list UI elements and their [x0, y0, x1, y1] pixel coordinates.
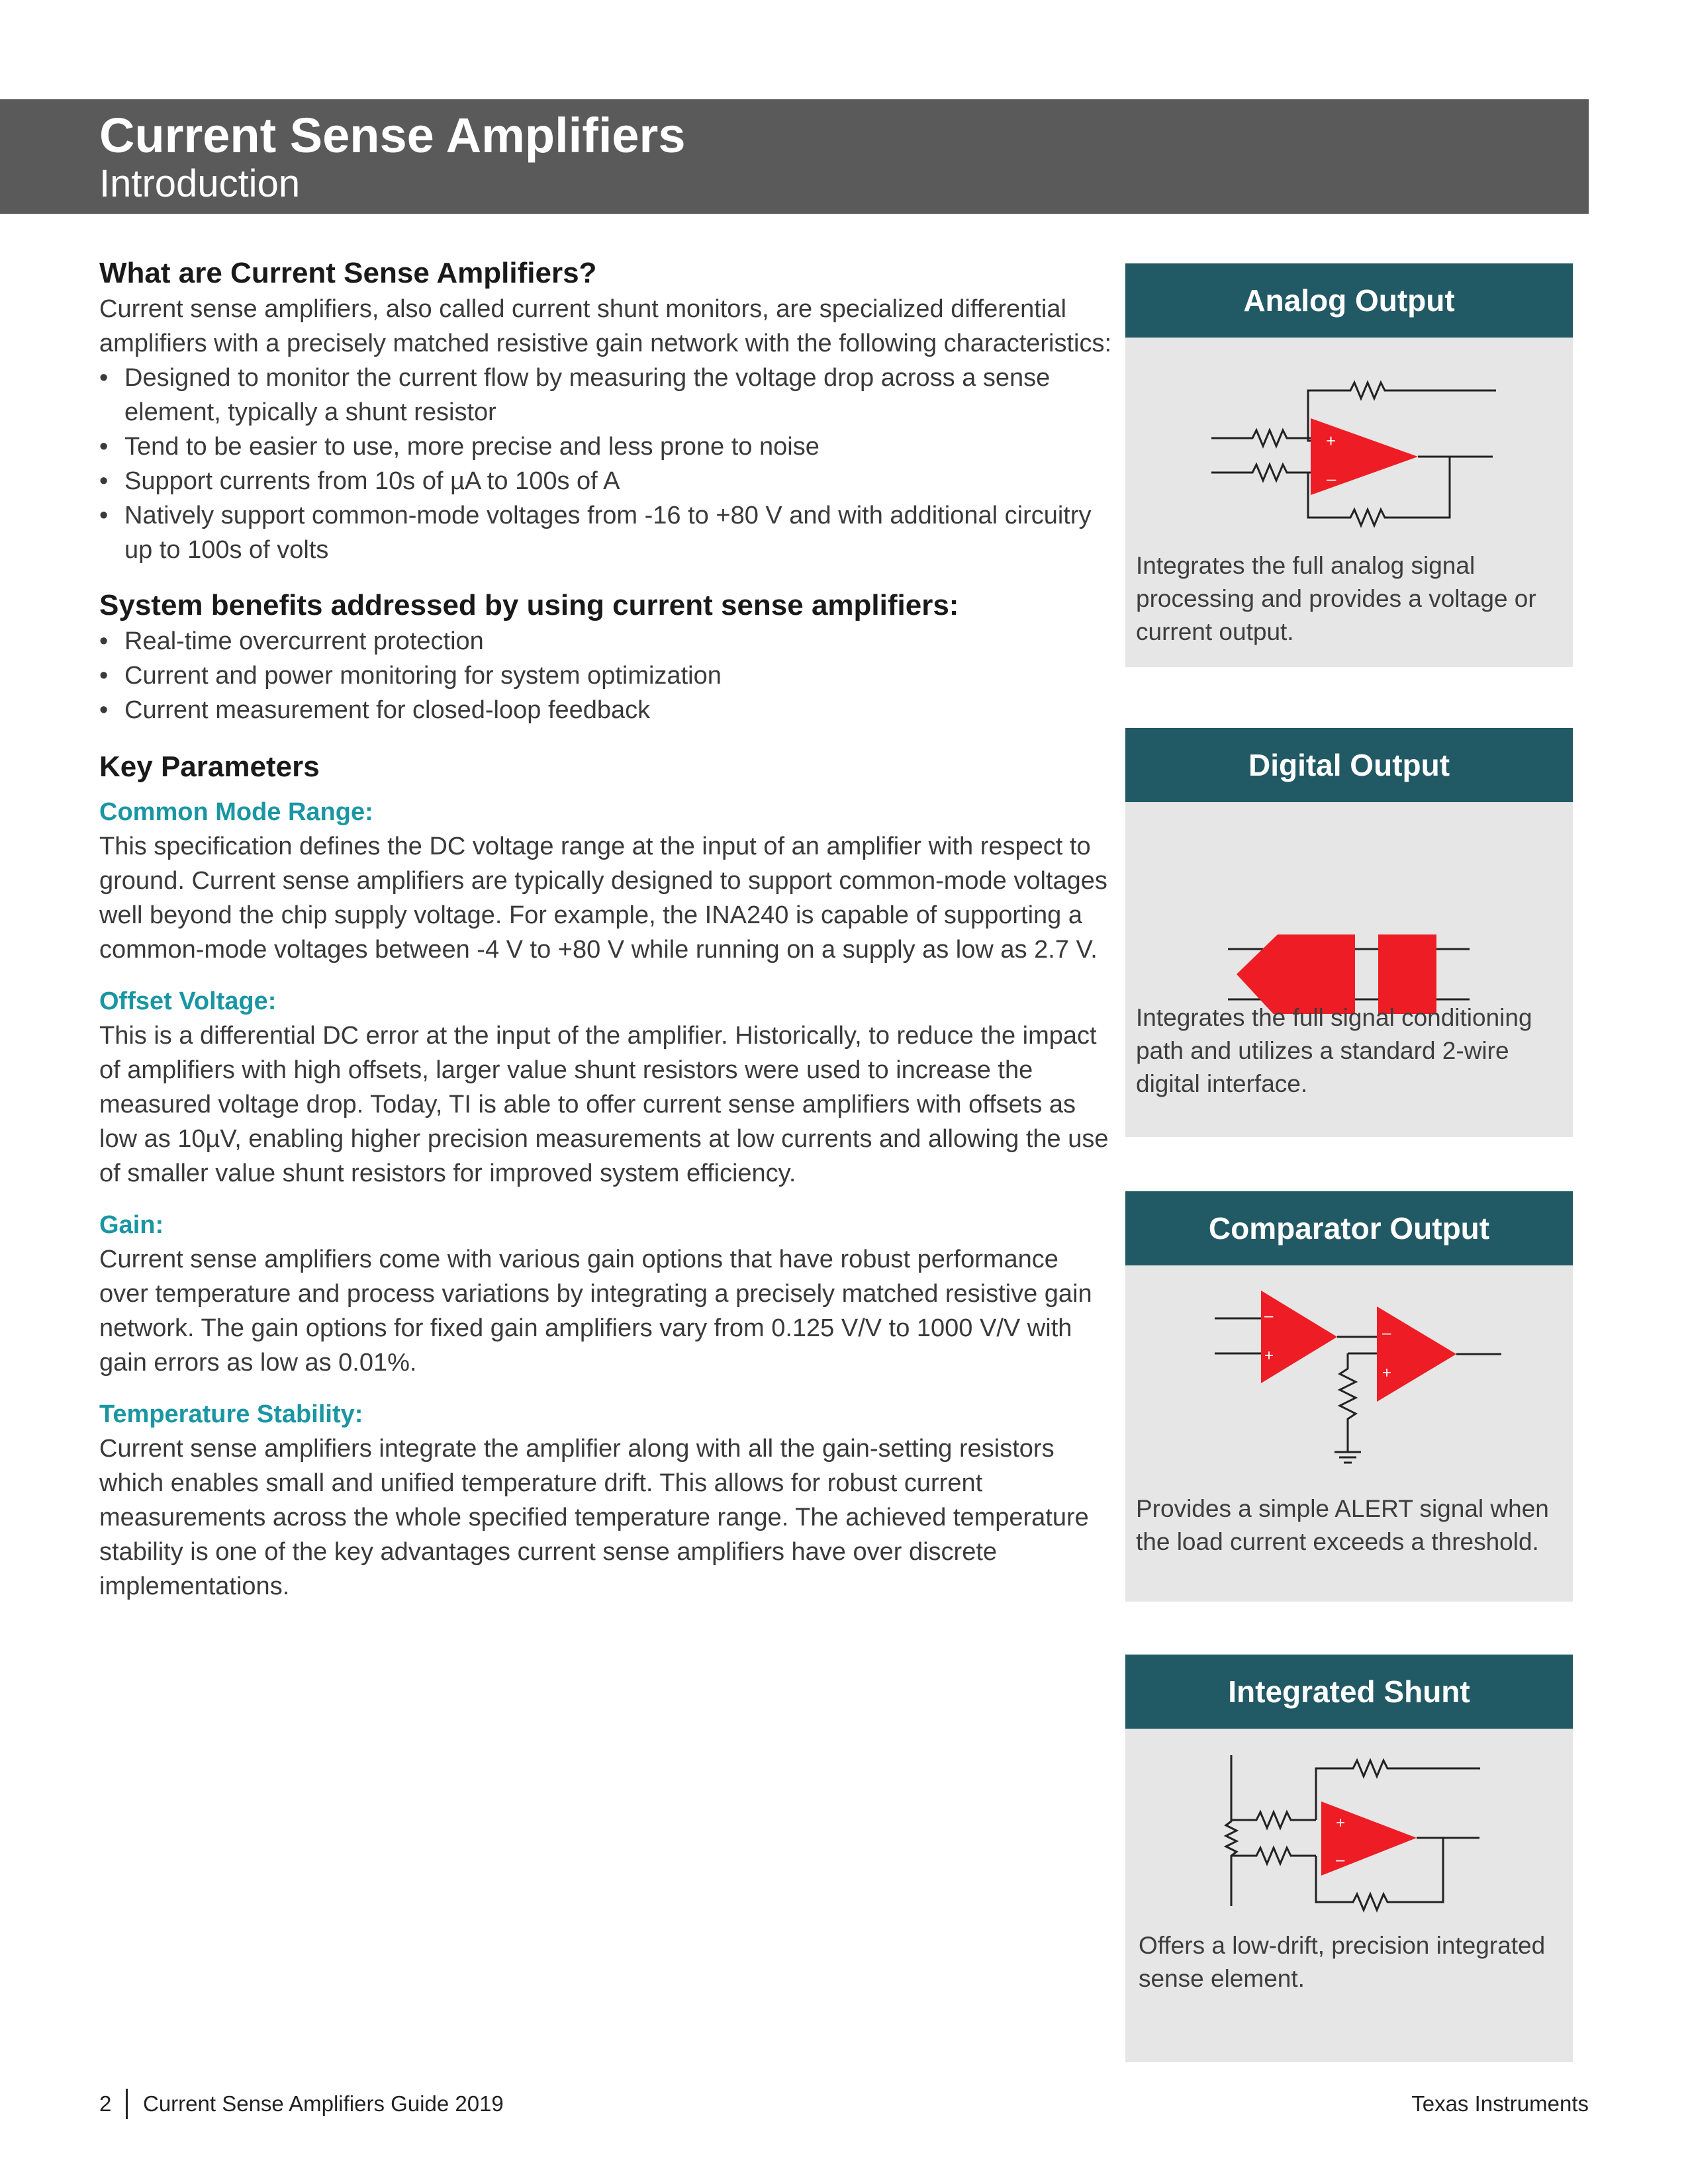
list-item: • Current and power monitoring for system optimization — [99, 659, 1112, 693]
main-content — [99, 255, 1112, 1604]
list-item: • Tend to be easier to use, more precise and less prone to noise — [99, 430, 1112, 464]
intro-list — [99, 361, 1112, 567]
intro-text: Current sense amplifiers, also called current shunt monitors, are specialized differential amplifiers with a precisely matched resistive gain network with the following characteristics: — [99, 295, 1112, 357]
list-item: • Real-time overcurrent protection — [99, 624, 1112, 659]
card-title: Analog Output — [1125, 263, 1573, 338]
benefits-list — [99, 624, 1112, 727]
guide-title: Current Sense Amplifiers Guide 2019 — [143, 2091, 504, 2116]
card-description: Integrates the full analog signal processing and provides a voltage or current output. — [1136, 552, 1536, 645]
integrated-shunt-circuit-icon — [1125, 1729, 1573, 1927]
list-item: • Designed to monitor the current flow by measuring the voltage drop across a sense element, typically a shunt resistor — [99, 361, 1112, 430]
param-text-gain: Current sense amplifiers come with various gain options that have robust performance over temperature and process variations by integrating a precisely matched resistive gain network. The gain options for fixed gain amplifiers vary from 0.125 V/V to 1000 V/V with gain errors as low as 0.01%. — [99, 1246, 1092, 1377]
comparator-output-circuit-icon — [1125, 1265, 1573, 1477]
svg-text:–: – — [1336, 1851, 1345, 1869]
comparator-output-card — [1125, 1191, 1573, 1602]
analog-output-circuit-icon — [1125, 338, 1573, 536]
svg-text:–: – — [1264, 1307, 1274, 1325]
card-title: Digital Output — [1125, 728, 1573, 802]
svg-text:+: + — [1382, 1364, 1392, 1382]
intro-heading: What are Current Sense Amplifiers? — [99, 257, 597, 289]
svg-text:+: + — [1336, 1814, 1346, 1832]
svg-text:+: + — [1264, 1347, 1274, 1365]
list-item: • Current measurement for closed-loop feedback — [99, 693, 1112, 727]
digital-output-card — [1125, 728, 1573, 1137]
benefits-heading: System benefits addressed by using current sense amplifiers: — [99, 589, 959, 621]
page-footer — [99, 2091, 1589, 2124]
company-name: Texas Instruments — [1411, 2091, 1589, 2116]
svg-text:+: + — [1326, 431, 1336, 451]
page-subtitle: Introduction — [99, 162, 301, 205]
param-title-offset: Offset Voltage: — [99, 987, 277, 1015]
param-text-common-mode: This specification defines the DC voltage range at the input of an amplifier with respect to ground. Current sense amplifiers are typically designed to support common-mode voltages well beyond the chip supply voltage. For example, the INA240 is capable of supporting a common-mode voltages between -4 V to +80 V while running on a supply as low as 2.7 V. — [99, 833, 1107, 964]
analog-output-card — [1125, 263, 1573, 667]
param-text-offset: This is a differential DC error at the input of the amplifier. Historically, to reduce the impact of amplifiers with high offsets, larger value shunt resistors were used to increase the measured voltage drop. Today, TI is able to offer current sense amplifiers with offsets as low as 10µV, enabling higher precision measurements at low currents and allowing the use of smaller value shunt resistors for improved system efficiency. — [99, 1022, 1109, 1187]
footer-divider — [126, 2089, 128, 2119]
card-description: Integrates the full signal conditioning path and utilizes a standard 2-wire digital interface. — [1136, 1004, 1532, 1097]
page-title: Current Sense Amplifiers — [99, 108, 686, 163]
param-title-temperature: Temperature Stability: — [99, 1400, 363, 1428]
digital-output-circuit-icon — [1125, 802, 1573, 1014]
page-header — [0, 99, 1589, 214]
list-item: • Natively support common-mode voltages from -16 to +80 V and with additional circuitry up to 100s of volts — [99, 498, 1112, 567]
svg-text:–: – — [1382, 1324, 1391, 1342]
param-title-common-mode: Common Mode Range: — [99, 798, 373, 826]
card-description: Provides a simple ALERT signal when the load current exceeds a threshold. — [1136, 1495, 1549, 1555]
param-text-temperature: Current sense amplifiers integrate the amplifier along with all the gain-setting resistors which enables small and unified temperature drift. This allows for robust current measurements across the whole specified temperature range. The achieved temperature stability is one of the key advantages current sense amplifiers have over discrete implementations. — [99, 1435, 1089, 1600]
card-description: Offers a low-drift, precision integrated sense element. — [1139, 1932, 1546, 1992]
svg-text:–: – — [1327, 469, 1336, 488]
page-number: 2 — [99, 2091, 112, 2116]
key-parameters-heading: Key Parameters — [99, 751, 320, 783]
integrated-shunt-card — [1125, 1655, 1573, 2062]
list-item: • Support currents from 10s of µA to 100s of A — [99, 464, 1112, 498]
param-title-gain: Gain: — [99, 1211, 164, 1239]
card-title: Integrated Shunt — [1125, 1655, 1573, 1729]
card-title: Comparator Output — [1125, 1191, 1573, 1265]
